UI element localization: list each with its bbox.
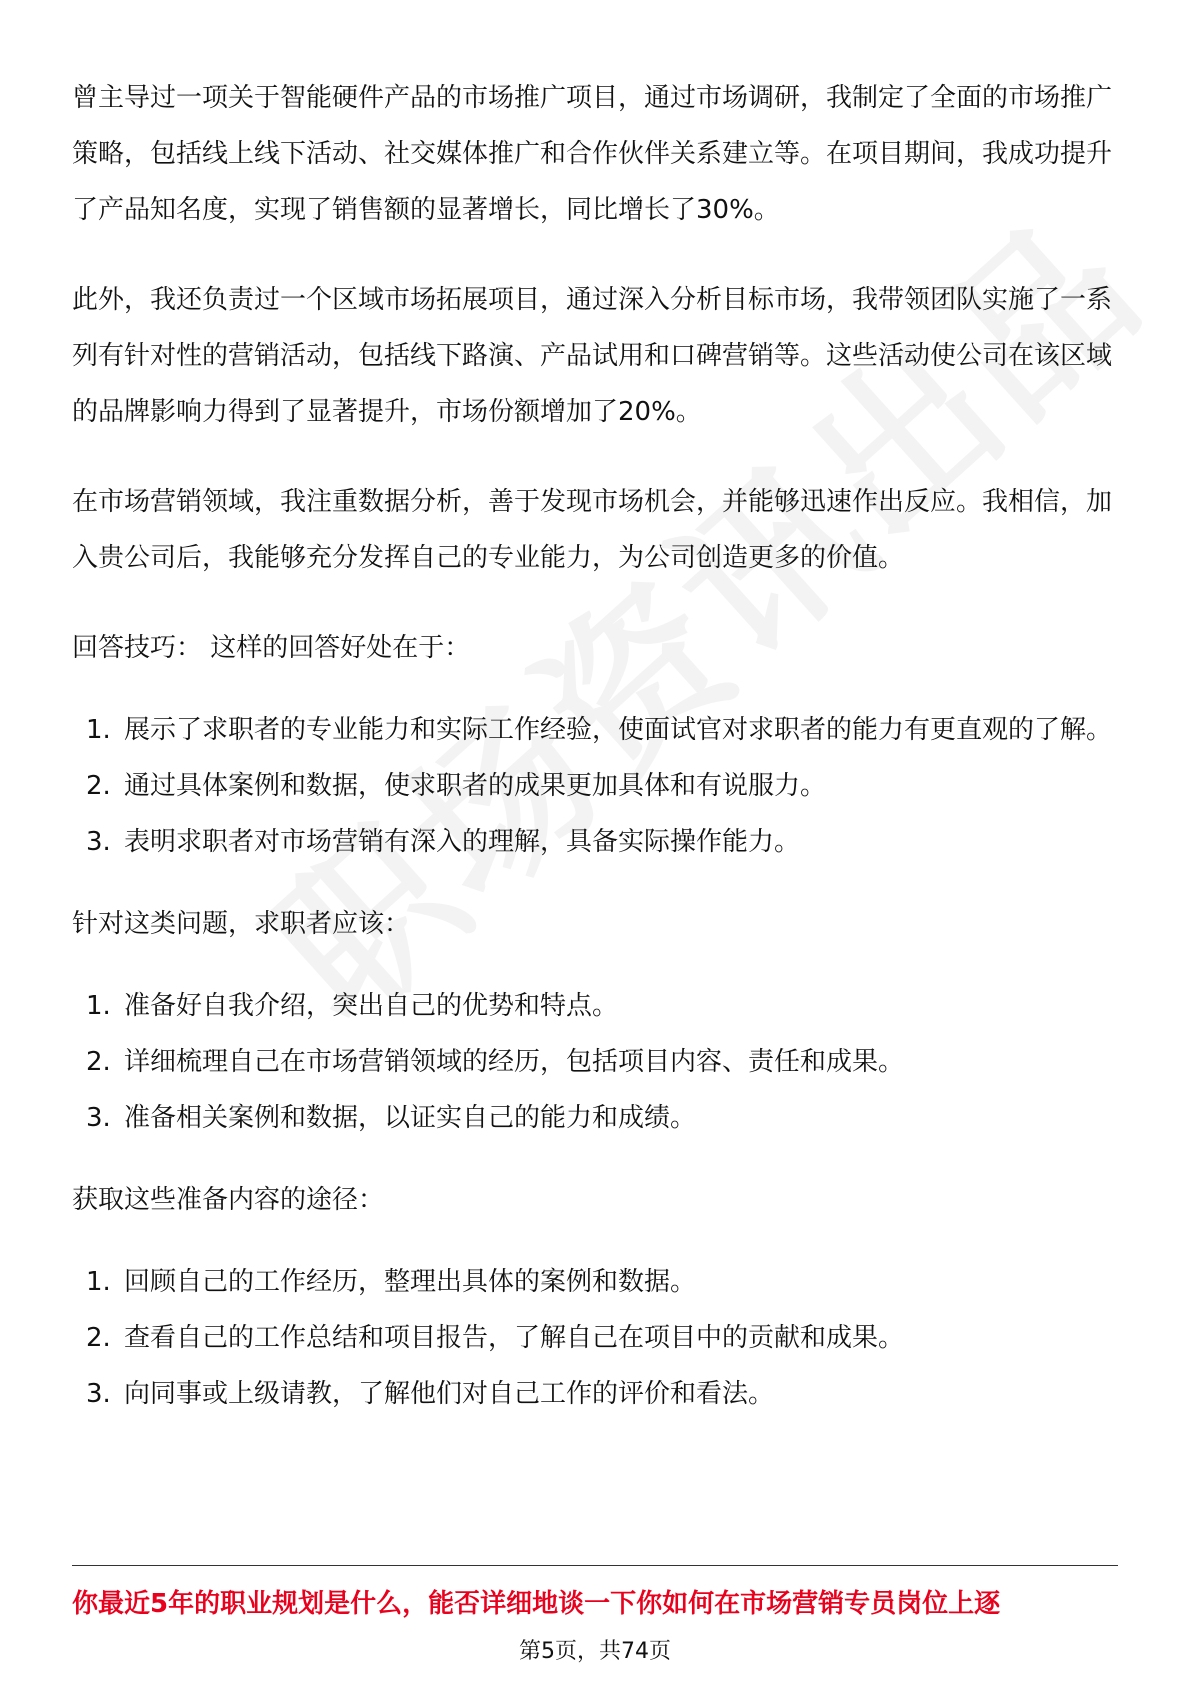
should-heading: 针对这类问题，求职者应该： [72,909,411,939]
list-item-text: 向同事或上级请教，了解他们对自己工作的评价和看法。 [124,1379,775,1409]
page-number: 第5页，共74页 [519,1639,671,1664]
tips-list [72,702,1118,870]
list-number: 1. [86,991,111,1021]
list-item-text: 回顾自己的工作经历，整理出具体的案例和数据。 [124,1267,697,1297]
list-item [72,702,1118,758]
paragraph-project-promotion: 曾主导过一项关于智能硬件产品的市场推广项目，通过市场调研，我制定了全面的市场推广策略，包括线上线下活动、社交媒体推广和合作伙伴关系建立等。在项目期间，我成功提升了产品知名度，实现了销售额的显著增长，同比增长了30%。 [72,83,1113,225]
footer-divider [72,1565,1118,1566]
list-number: 2. [86,1323,111,1353]
list-number: 3. [86,1379,111,1409]
list-number: 1. [86,715,111,745]
list-item [72,758,1118,814]
list-item [72,1090,1118,1146]
sources-heading: 获取这些准备内容的途径： [72,1185,385,1215]
list-item-text: 详细梳理自己在市场营销领域的经历，包括项目内容、责任和成果。 [124,1047,905,1077]
list-item [72,978,1118,1034]
list-item [72,814,1118,870]
list-item-text: 通过具体案例和数据，使求职者的成果更加具体和有说服力。 [124,771,827,801]
paragraph-region-expansion: 此外，我还负责过一个区域市场拓展项目，通过深入分析目标市场，我带领团队实施了一系列有针对性的营销活动，包括线下路演、产品试用和口碑营销等。这些活动使公司在该区域的品牌影响力得到了显著提升，市场份额增加了20%。 [72,285,1113,427]
tips-heading: 回答技巧： 这样的回答好处在于： [72,633,471,663]
list-number: 2. [86,771,111,801]
list-number: 3. [86,1103,111,1133]
list-item-text: 查看自己的工作总结和项目报告，了解自己在项目中的贡献和成果。 [124,1323,905,1353]
list-number: 2. [86,1047,111,1077]
list-item [72,1366,1118,1422]
list-item [72,1034,1118,1090]
should-list [72,978,1118,1146]
list-number: 1. [86,1267,111,1297]
page-content [72,70,1118,1448]
list-item-text: 展示了求职者的专业能力和实际工作经验，使面试官对求职者的能力有更直观的了解。 [124,715,1113,745]
list-item [72,1254,1118,1310]
list-item-text: 准备相关案例和数据，以证实自己的能力和成绩。 [124,1103,697,1133]
list-number: 3. [86,827,111,857]
paragraph-closing: 在市场营销领域，我注重数据分析，善于发现市场机会，并能够迅速作出反应。我相信，加入贵公司后，我能够充分发挥自己的专业能力，为公司创造更多的价值。 [72,487,1113,573]
list-item-text: 准备好自我介绍，突出自己的优势和特点。 [124,991,619,1021]
next-question-link[interactable]: 你最近5年的职业规划是什么，能否详细地谈一下你如何在市场营销专员岗位上逐 [72,1589,1001,1619]
list-item [72,1310,1118,1366]
sources-list [72,1254,1118,1422]
list-item-text: 表明求职者对市场营销有深入的理解，具备实际操作能力。 [124,827,801,857]
